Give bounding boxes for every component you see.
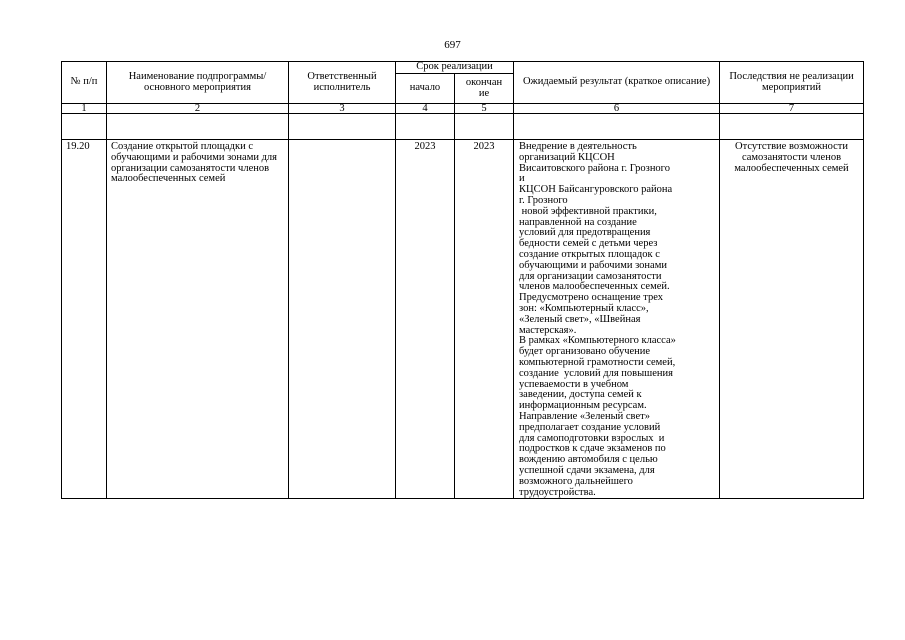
result-line: обучающими и рабочими зонами — [519, 259, 667, 271]
result-line: организаций КЦСОН — [519, 151, 615, 163]
result-line: компьютерной грамотности семей, — [519, 356, 676, 368]
result-line: трудоустройства. — [519, 486, 596, 498]
result-line: подростков к сдаче экзаменов по — [519, 443, 666, 455]
result-line: Внедрение в деятельность — [519, 141, 637, 152]
result-line: Висаитовского района г. Грозного — [519, 162, 670, 174]
page-number: 697 — [444, 39, 461, 51]
result-line: заведении, доступа семей к — [519, 389, 642, 401]
result-line: успешной сдачи экзамена, для — [519, 464, 655, 476]
header-name: Наименование подпрограммы/ основного мероприятия — [107, 62, 289, 104]
result-line: зон: «Компьютерный класс», — [519, 302, 649, 314]
row-responsible — [289, 140, 396, 499]
header-result: Ожидаемый результат (краткое описание) — [514, 62, 720, 104]
column-number: 1 — [62, 104, 107, 114]
program-table — [61, 61, 864, 499]
header-start: начало — [396, 74, 455, 104]
result-line: информационным ресурсам. — [519, 400, 647, 412]
result-line: новой эффективной практики, — [519, 205, 657, 217]
row-number: 19.20 — [62, 140, 107, 499]
column-number-row — [62, 104, 864, 114]
result-line: вождению автомобиля с целью — [519, 454, 658, 466]
result-line: для организации самозанятости — [519, 270, 662, 282]
column-number: 5 — [455, 104, 514, 114]
result-line: В рамках «Компьютерного класса» — [519, 335, 676, 347]
blank-row — [62, 114, 864, 140]
header-end — [455, 74, 514, 104]
row-result — [514, 140, 720, 499]
result-line: для самоподготовки взрослых и — [519, 432, 665, 444]
result-line: членов малообеспеченных семей. — [519, 281, 670, 293]
result-line: будет организовано обучение — [519, 346, 651, 358]
result-line: предполагает создание условий — [519, 421, 661, 433]
column-number: 4 — [396, 104, 455, 114]
result-line: и — [519, 173, 525, 185]
result-line: направленной на создание — [519, 216, 637, 228]
result-line: «Зеленый свет», «Швейная — [519, 313, 641, 325]
row-name: Создание открытой площадки с обучающими и рабочими зонами для организации самозанятости членов малообеспеченных семей — [107, 140, 289, 499]
result-line: создание открытых площадок с — [519, 248, 660, 260]
column-number: 6 — [514, 104, 720, 114]
result-line: г. Грозного — [519, 194, 568, 206]
header-number: № п/п — [62, 62, 107, 104]
header-period: Срок реализации — [396, 62, 514, 74]
table-row — [62, 140, 864, 499]
column-number: 7 — [720, 104, 864, 114]
result-line: Направление «Зеленый свет» — [519, 410, 650, 422]
header-end-line1: окончан — [465, 76, 503, 88]
header-responsible: Ответственный исполнитель — [289, 62, 396, 104]
result-line: успеваемости в учебном — [519, 378, 629, 390]
result-line: условий для предотвращения — [519, 227, 651, 239]
result-line: мастерская». — [519, 324, 577, 336]
result-line: создание условий для повышения — [519, 367, 673, 379]
result-line: КЦСОН Байсангуровского района — [519, 184, 673, 196]
header-consequence: Последствия не реализации мероприятий — [720, 62, 864, 104]
row-consequence: Отсутствие возможности самозанятости членов малообеспеченных семей — [720, 140, 864, 499]
row-start: 2023 — [396, 140, 455, 499]
row-end: 2023 — [455, 140, 514, 499]
column-number: 3 — [289, 104, 396, 114]
result-line: возможного дальнейшего — [519, 475, 633, 487]
header-end-line2: ие — [478, 87, 490, 99]
column-number: 2 — [107, 104, 289, 114]
result-line: бедности семей с детьми через — [519, 238, 658, 250]
result-line: Предусмотрено оснащение трех — [519, 292, 663, 304]
header-row — [62, 62, 864, 74]
